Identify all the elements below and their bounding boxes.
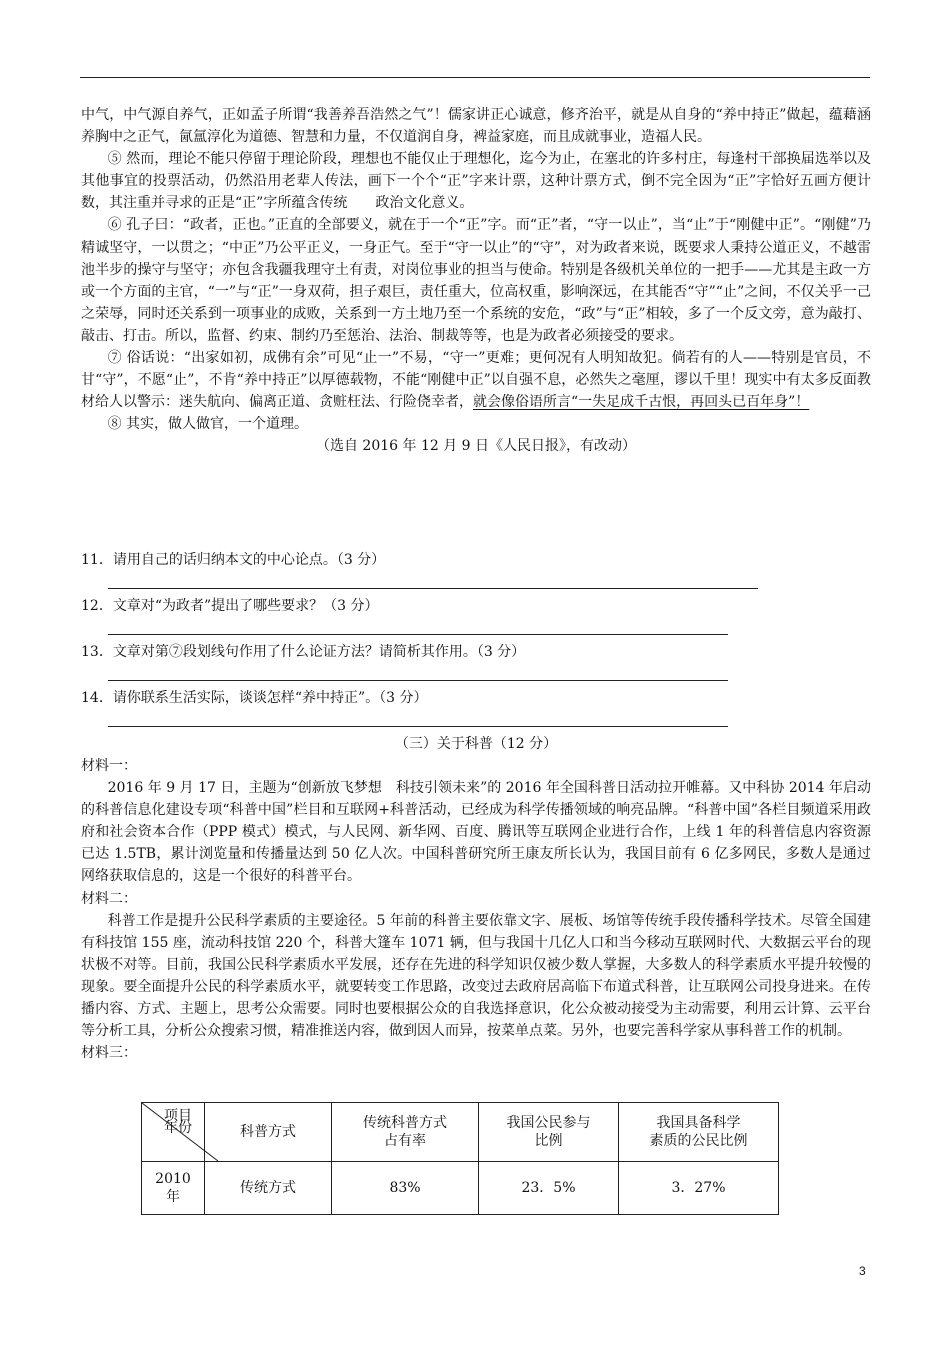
table-header-row [142, 1103, 779, 1162]
answer-line-14[interactable] [108, 726, 728, 727]
essay-paragraph-7 [81, 347, 871, 413]
page-number: 3 [859, 1264, 866, 1278]
answer-line-11[interactable] [108, 588, 758, 589]
answer-line-13[interactable] [108, 680, 728, 681]
essay-paragraph-6: ⑥ 孔子曰：“政者，正也。”正直的全部要义，就在于一个“正”字。而“正”者，“守一以止”，当“止”于“刚健中正”。“刚健”乃精诚坚守，一以贯之；“中正”乃公平正义，一身正气。至于“守一以止”的“守”，对为政者来说，既要求人秉持公道正义，不越雷池半步的操守与坚守；亦包含我疆我理守土有责，对岗位事业的担当与使命。特别是各级机关单位的一把手——尤其是主政一方或一个方面的主官，“一”与“正”一身双荷，担子艰巨，责任重大，位高权重，影响深远，在其能否“守”“止”之间，不仅关乎一己之荣辱，同时还关系到一项事业的成败，关系到一方土地乃至一个系统的安危，“政”与“正”相较，多了一个反文旁，意为敲打、敲击、打击。所以，监督、约束、制约乃至惩治、法治、制裁等等，也是为政者必须接受的要求。 [81, 217, 871, 344]
section-title: （三）关于科普（12 分） [394, 736, 558, 752]
paragraph-7-text: ⑦ 俗话说：“出家如初，成佛有余”可见“止一”不易，“守一”更难；更何况有人明知故犯。倘若有的人——特别是官员，不甘“守”，不愿“止”，不肯“养中持正”以厚德载物，不能“刚健中正”以自强不息，必然失之毫厘，谬以千里！现实中有太多反面教材给人以警示：迷失航向、偏离正道、贪赃枉法、行险侥幸者， [81, 350, 871, 411]
header-traditional-share: 传统科普方式 占有率 [332, 1103, 479, 1162]
essay-paragraph-4-cont: 中气，中气源自养气，正如孟子所谓“我善养吾浩然之气”！儒家讲正心诚意，修齐治平，就是从自身的“养中持正”做起，蕴藉涵养胸中之正气，氤氲淳化为道德、智慧和力量，不仅道润自身，裨益家庭，而且成就事业，造福人民。 [81, 107, 871, 146]
essay-paragraph-5: ⑤ 然而，理论不能只停留于理论阶段，理想也不能仅止于理想化，迄今为止，在塞北的许多村庄，每逢村干部换届选举以及其他事宜的投票活动，仍然沿用老辈人传法，画下一个个“正”字来计票，这种计票方式，倒不完全因为“正”字恰好五画方便计数，其注重并寻求的正是“正”字所蕴含传统 政治文化意义。 [81, 151, 871, 212]
cell-literacy: 3．27% [619, 1162, 779, 1215]
corner-bottom-label: 年份 [164, 1120, 192, 1136]
header-literacy: 我国具备科学 素质的公民比例 [619, 1103, 779, 1162]
answer-line-12[interactable] [108, 634, 728, 635]
question-13: 13．文章对第⑦段划线句作用了什么论证方法？请简析其作用。（3 分） [81, 644, 526, 660]
material-2-text: 科普工作是提升公民科学素质的主要途径。5 年前的科普主要依靠文字、展板、场馆等传统手段传播科学技术。尽管全国建有科技馆 155 座，流动科技馆 220 个，科普大篷车 1071 辆，但与我国十几亿人口和当今移动互联网时代、大数据云平台的现状极不对等。目前，我国公民科学素质水平发展，还存在先进的科学知识仅被少数人掌握，大多数人的科学素质水平提升较慢的现象。要全面提升公民的科学素质水平，就要转变工作思路，改变过去政府居高临下布道式科普，让互联网公司投身进来。在传播内容、方式、主题上，思考公众需要。同时也要根据公众的自我选择意识，化公众被动接受为主动需要，利用云计算、云平台等分析工具，分析公众搜索习惯，精准推送内容，做到因人而异，按菜单点菜。另外，也要完善科学家从事科普工作的机制。 [81, 912, 871, 1040]
cell-traditional-share: 83% [332, 1162, 479, 1215]
question-12: 12．文章对“为政者”提出了哪些要求？（3 分） [81, 598, 379, 614]
materials [81, 755, 871, 1064]
header-participation: 我国公民参与 比例 [479, 1103, 619, 1162]
material-2-label: 材料二： [81, 890, 137, 907]
essay-paragraph-8: ⑧ 其实，做人做官，一个道理。 [107, 416, 309, 433]
essay-body [81, 104, 871, 458]
cell-participation: 23．5% [479, 1162, 619, 1215]
underlined-sentence: 就会像俗语所言“一失足成千古恨，再回头已百年身”！ [473, 394, 810, 411]
material-1-text: 2016 年 9 月 17 日，主题为“创新放飞梦想 科技引领未来”的 2016 年全国科普日活动拉开帷幕。又中科协 2014 年启动的科普信息化建设专项“科普中国”栏目和互联网+科普活动，已经成为科学传播领域的响亮品牌。“科普中国”各栏目频道采用政府和社会资本合作（PPP 模式）模式，与人民网、新华网、百度、腾讯等互联网企业进行合作，上线 1 年的科普信息内容资源已达 1.5TB，累计浏览量和传播量达到 50 亿人次。中国科普研究所王康友所长认为，我国目前有 6 亿多网民，多数人是通过网络获取信息的，这是一个很好的科普平台。 [81, 780, 871, 885]
survey-table [141, 1102, 779, 1215]
cell-method: 传统方式 [205, 1162, 332, 1215]
header-method: 科普方式 [205, 1103, 332, 1162]
table-row [142, 1162, 779, 1215]
question-14: 14．请你联系生活实际，谈谈怎样“养中持正”。（3 分） [81, 690, 428, 706]
material-1-label: 材料一： [81, 758, 137, 774]
material-3-label: 材料三： [81, 1045, 137, 1062]
source-citation: （选自 2016 年 12 月 9 日《人民日报》，有改动） [315, 438, 637, 455]
header-rule [80, 77, 870, 78]
cell-year: 2010 年 [142, 1162, 205, 1215]
table-corner-cell [142, 1103, 205, 1162]
corner-top-label: 项目 [164, 1108, 192, 1124]
question-11: 11．请用自己的话归纳本文的中心论点。（3 分） [81, 552, 386, 568]
